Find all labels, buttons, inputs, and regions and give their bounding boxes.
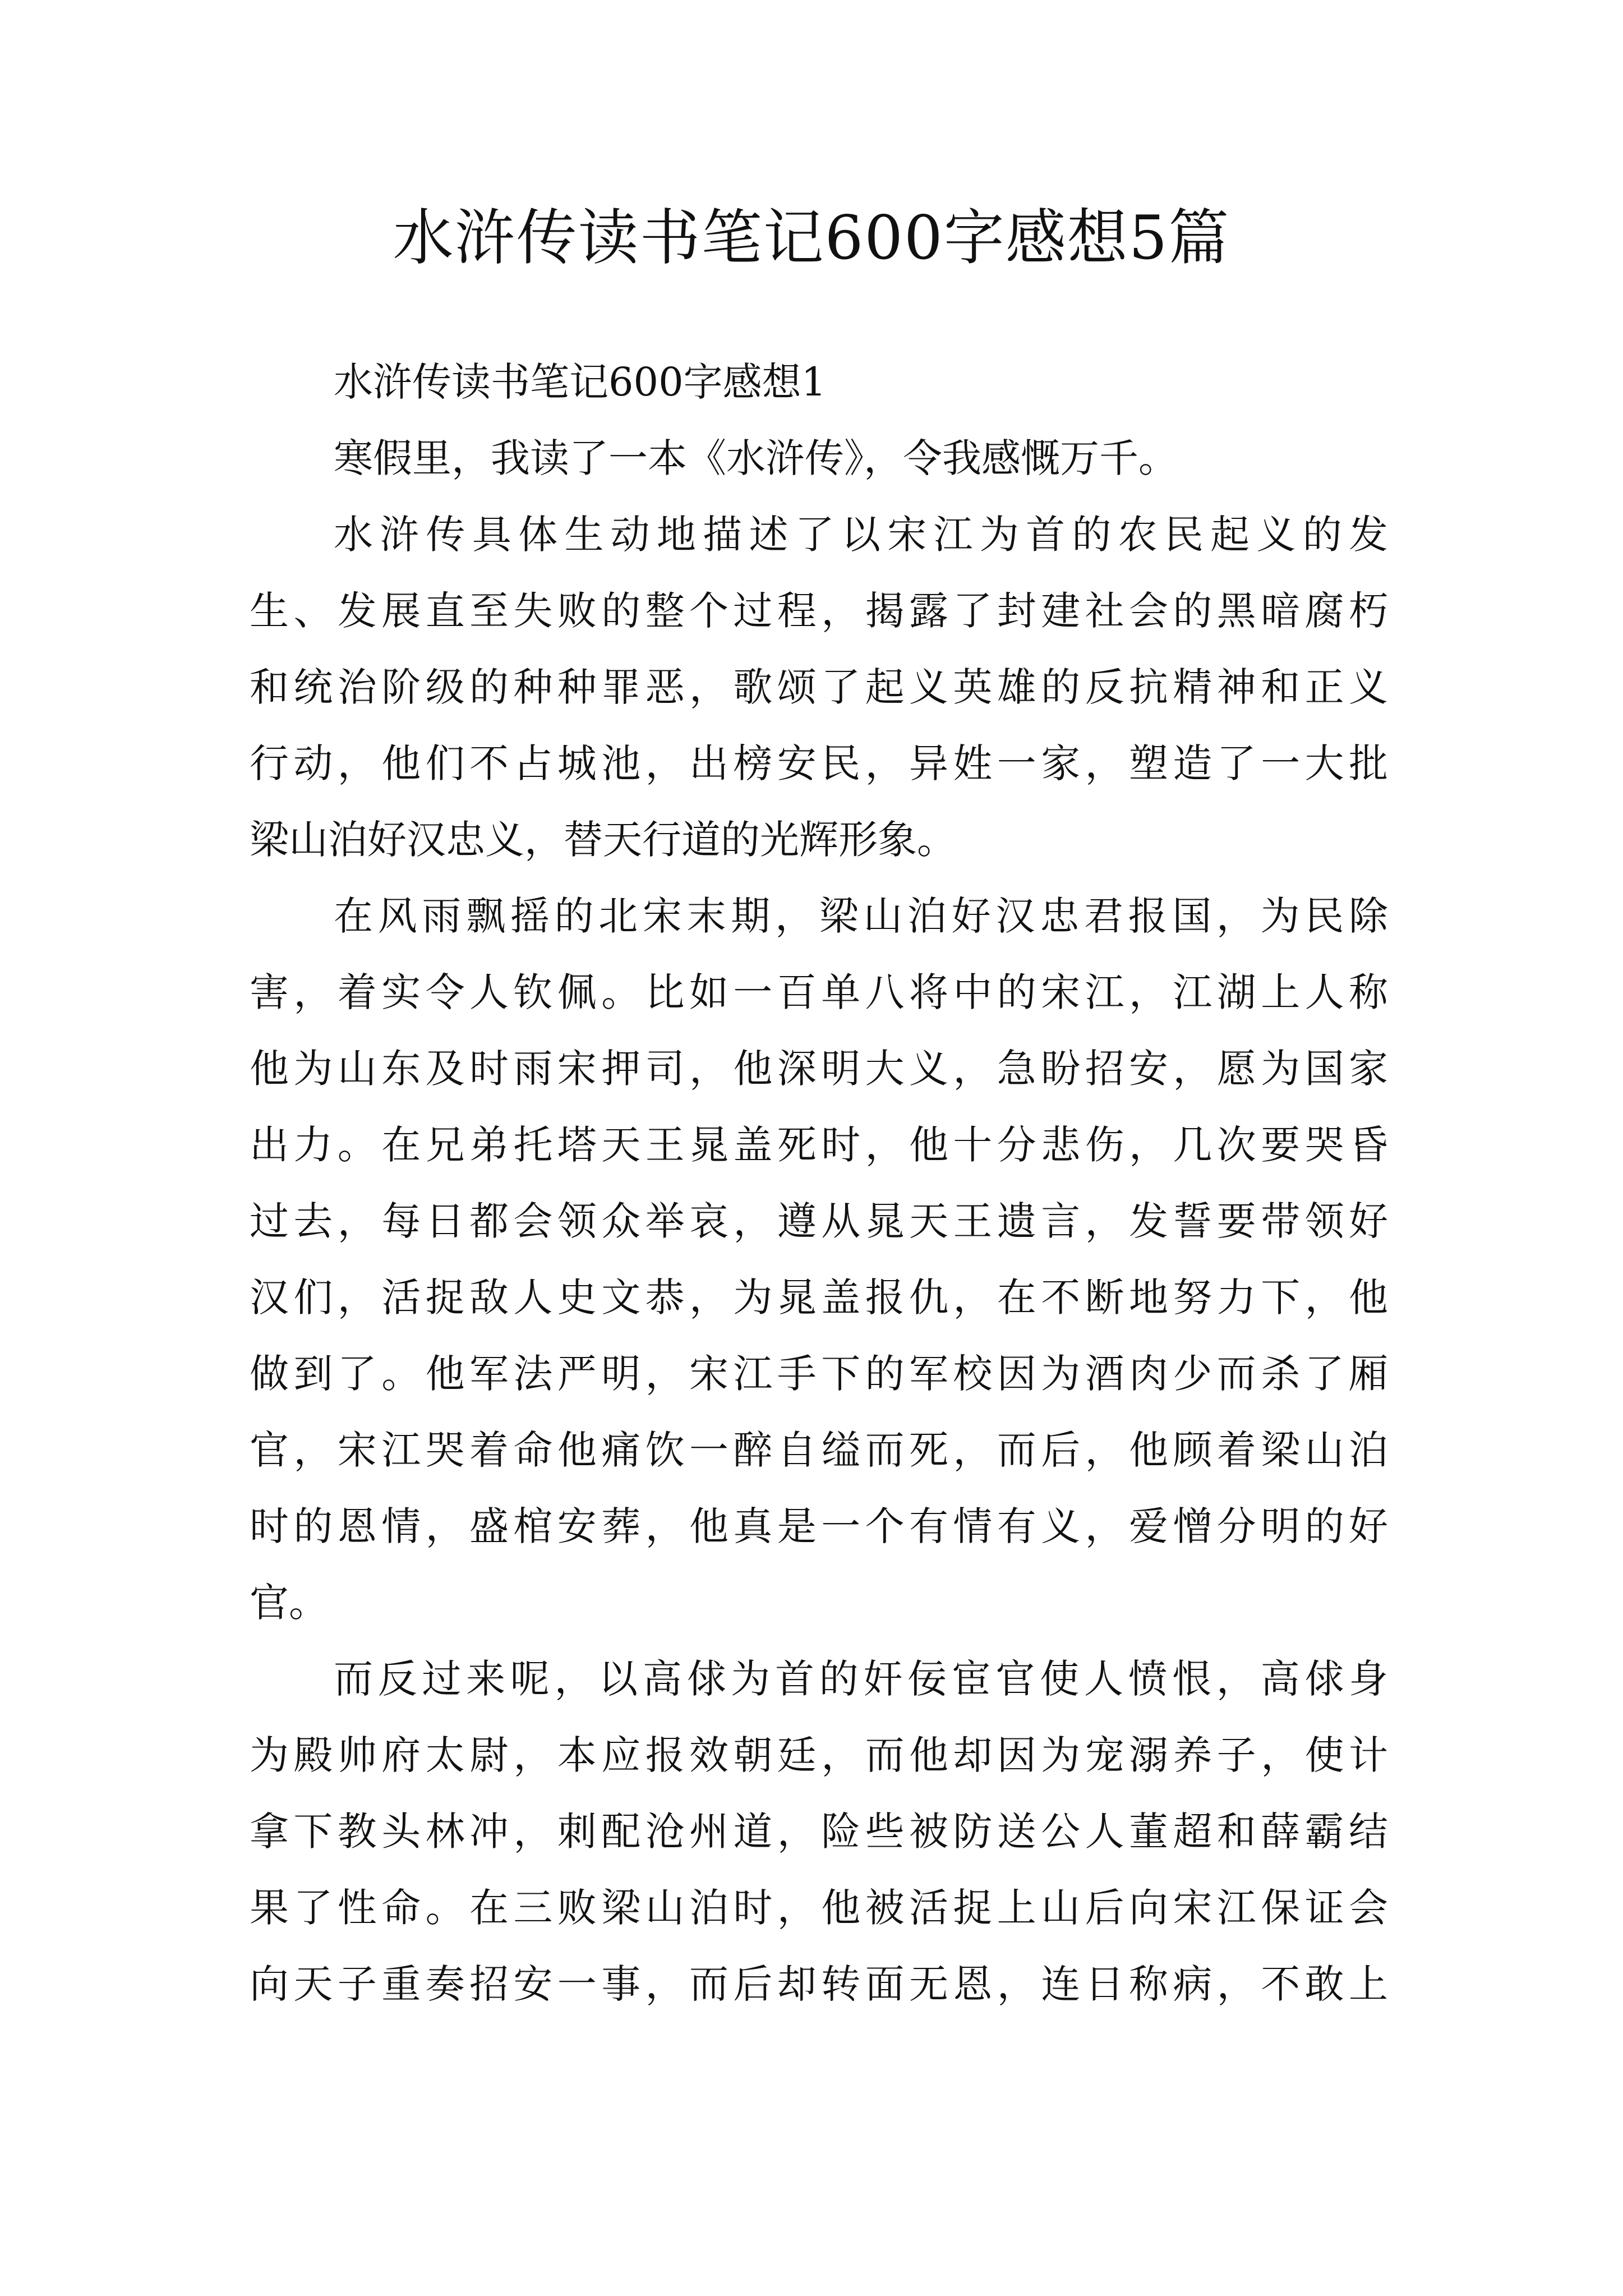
text-line: 时的恩情，盛棺安葬，他真是一个有情有义，爱憎分明的好 [250, 1503, 1388, 1549]
text-line: 害，着实令人钦佩。比如一百单八将中的宋江，江湖上人称 [250, 969, 1388, 1015]
document-body [250, 344, 1388, 2022]
text-line: 在风雨飘摇的北宋末期，梁山泊好汉忠君报国，为民除 [334, 893, 1388, 939]
text-line: 行动，他们不占城池，出榜安民，异姓一家，塑造了一大批 [250, 740, 1388, 786]
text-line: 拿下教头林冲，刺配沧州道，险些被防送公人董超和薛霸结 [250, 1809, 1388, 1855]
text-line: 为殿帅府太尉，本应报效朝廷，而他却因为宠溺养子，使计 [250, 1732, 1388, 1778]
text-line: 过去，每日都会领众举哀，遵从晁天王遗言，发誓要带领好 [250, 1198, 1388, 1244]
text-line: 向天子重奏招安一事，而后却转面无恩，连日称病，不敢上 [250, 1961, 1388, 2007]
text-line: 出力。在兄弟托塔天王晁盖死时，他十分悲伤，几次要哭昏 [250, 1122, 1388, 1168]
text-line: 和统治阶级的种种罪恶，歌颂了起义英雄的反抗精神和正义 [250, 664, 1388, 710]
text-line: 他为山东及时雨宋押司，他深明大义，急盼招安，愿为国家 [250, 1046, 1388, 1092]
text-line: 果了性命。在三败梁山泊时，他被活捉上山后向宋江保证会 [250, 1885, 1388, 1931]
text-line: 水浒传具体生动地描述了以宋江为首的农民起义的发 [334, 512, 1388, 558]
text-line: 寒假里，我读了一本《水浒传》，令我感慨万千。 [334, 435, 1178, 481]
text-line: 生、发展直至失败的整个过程，揭露了封建社会的黑暗腐朽 [250, 588, 1388, 634]
text-line: 汉们，活捉敌人史文恭，为晁盖报仇，在不断地努力下，他 [250, 1274, 1388, 1320]
text-line: 水浒传读书笔记600字感想1 [334, 359, 827, 405]
text-line: 官，宋江哭着命他痛饮一醉自缢而死，而后，他顾着梁山泊 [250, 1427, 1388, 1473]
text-line: 做到了。他军法严明，宋江手下的军校因为酒肉少而杀了厢 [250, 1351, 1388, 1397]
text-line: 梁山泊好汉忠义，替天行道的光辉形象。 [250, 817, 956, 863]
text-line: 官。 [250, 1580, 328, 1626]
document-title: 水浒传读书笔记600字感想5篇 [393, 203, 1230, 273]
text-line: 而反过来呢，以高俅为首的奸佞宦官使人愤恨，高俅身 [334, 1656, 1388, 1702]
